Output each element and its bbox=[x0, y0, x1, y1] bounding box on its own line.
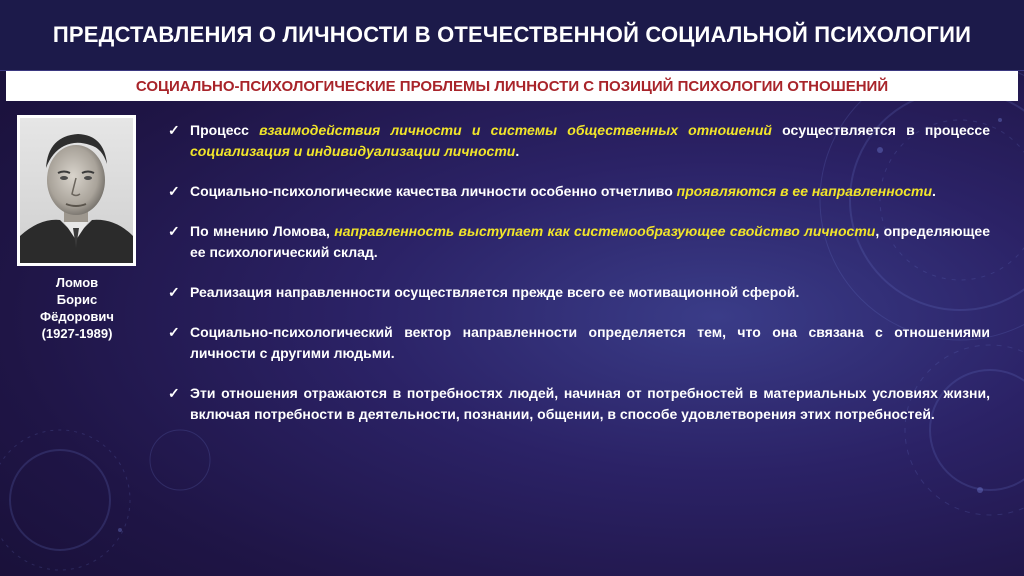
bullet-highlight: взаимодействия личности и системы общественных отношений bbox=[259, 122, 772, 138]
list-item bbox=[168, 221, 990, 263]
portrait-caption bbox=[10, 274, 144, 342]
check-icon: ✓ bbox=[168, 385, 180, 401]
bullet-text: осуществляется в процессе bbox=[771, 122, 990, 138]
list-item bbox=[168, 181, 990, 202]
check-icon: ✓ bbox=[168, 324, 180, 340]
subtitle-bar bbox=[6, 71, 1018, 101]
list-item bbox=[168, 383, 990, 425]
list-item bbox=[168, 322, 990, 364]
check-icon: ✓ bbox=[168, 122, 180, 138]
check-icon: ✓ bbox=[168, 284, 180, 300]
slide-subtitle: СОЦИАЛЬНО-ПСИХОЛОГИЧЕСКИЕ ПРОБЛЕМЫ ЛИЧНОСТИ С ПОЗИЦИЙ ПСИХОЛОГИИ ОТНОШЕНИЙ bbox=[135, 78, 889, 95]
bullet-highlight: социализация и индивидуализации личности bbox=[190, 143, 516, 159]
list-item bbox=[168, 282, 990, 303]
bullet-text: Социально-психологические качества личности особенно отчетливо bbox=[190, 183, 677, 199]
bullet-text: Социально-психологический вектор направленности определяется тем, что она связана с отношениями личности с другими людьми. bbox=[190, 324, 990, 361]
bullet-text: . bbox=[515, 143, 520, 159]
bullet-text: , определяющее ее психологический склад. bbox=[190, 223, 990, 260]
caption-name: Борис bbox=[56, 292, 98, 307]
check-icon: ✓ bbox=[168, 183, 180, 199]
portrait-frame bbox=[17, 115, 136, 266]
bullet-text: Реализация направленности осуществляется прежде всего ее мотивационной сферой. bbox=[190, 284, 800, 300]
bullet-text: Эти отношения отражаются в потребностях людей, начиная от потребностей в материальных условиях жизни, включая потребности в деятельности, познании, общении, в способе удовлетворения этих потребностей. bbox=[190, 385, 990, 422]
bullet-list bbox=[168, 120, 990, 444]
list-item bbox=[168, 120, 990, 162]
caption-patronymic: Фёдорович bbox=[40, 309, 114, 324]
bullet-text: . bbox=[932, 183, 936, 199]
slide-title: ПРЕДСТАВЛЕНИЯ О ЛИЧНОСТИ В ОТЕЧЕСТВЕННОЙ СОЦИАЛЬНОЙ ПСИХОЛОГИИ bbox=[52, 22, 972, 47]
title-bar bbox=[0, 0, 1024, 71]
bullet-highlight: проявляются в ее направленности bbox=[676, 183, 933, 199]
caption-surname: Ломов bbox=[55, 275, 99, 290]
bullet-text: По мнению Ломова, bbox=[190, 223, 335, 239]
portrait-photo bbox=[20, 118, 133, 263]
caption-years: (1927-1989) bbox=[41, 326, 113, 341]
check-icon: ✓ bbox=[168, 223, 180, 239]
bullet-text: Процесс bbox=[190, 122, 260, 138]
bullet-highlight: направленность выступает как системообразующее свойство личности bbox=[334, 223, 876, 239]
